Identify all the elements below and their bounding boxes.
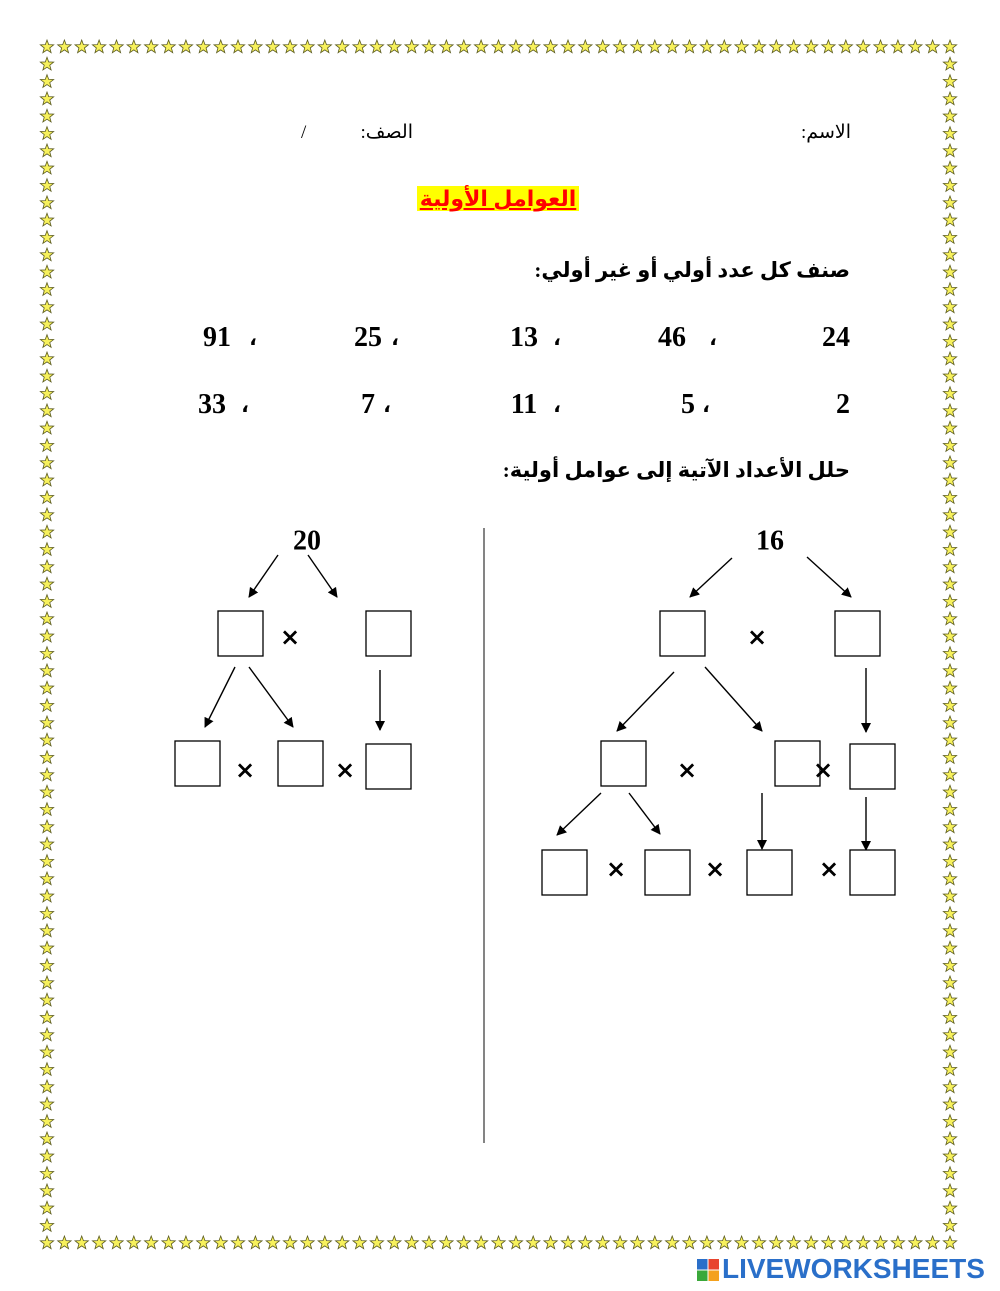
number-separator: ،: [249, 326, 257, 350]
answer-box[interactable]: [747, 850, 792, 895]
classify-number: 11: [510, 389, 538, 420]
number-separator: ،: [553, 326, 561, 350]
classify-number: 25: [354, 322, 382, 353]
tree-arrow: [629, 793, 660, 834]
tree-arrow: [249, 667, 293, 727]
worksheet-title: العوامل الأولية: [417, 186, 580, 211]
class-separator: /: [301, 122, 307, 143]
answer-box[interactable]: [850, 850, 895, 895]
name-label: الاسم:: [801, 122, 851, 143]
answer-box[interactable]: [278, 741, 323, 786]
times-symbol: ×: [334, 756, 356, 784]
tree-arrow: [205, 667, 235, 727]
times-symbol: ×: [676, 756, 698, 784]
tree-arrow: [249, 555, 278, 597]
tree-arrow: [807, 557, 851, 597]
factor-tree-20: [175, 526, 411, 790]
classify-number: 91: [203, 322, 231, 353]
times-symbol: ×: [812, 756, 834, 784]
answer-box[interactable]: [175, 741, 220, 786]
tree-root-number: 16: [756, 525, 784, 557]
classify-number: 5: [681, 389, 695, 420]
number-separator: ،: [709, 326, 717, 350]
tree-root-number: 20: [293, 525, 321, 557]
times-symbol: ×: [818, 855, 840, 883]
number-separator: ،: [383, 393, 391, 417]
answer-box[interactable]: [645, 850, 690, 895]
classify-number: 33: [198, 389, 226, 420]
liveworksheets-watermark: LIVEWORKSHEETS: [722, 1253, 985, 1284]
classify-number: 13: [510, 322, 538, 353]
classify-number: 46: [658, 322, 686, 353]
answer-box[interactable]: [835, 611, 880, 656]
times-symbol: ×: [279, 623, 301, 651]
answer-box[interactable]: [660, 611, 705, 656]
times-symbol: ×: [234, 756, 256, 784]
times-symbol: ×: [746, 623, 768, 651]
tree-arrow: [308, 555, 337, 597]
times-symbol: ×: [605, 855, 627, 883]
tree-arrow: [705, 667, 762, 731]
answer-box[interactable]: [366, 611, 411, 656]
answer-box[interactable]: [542, 850, 587, 895]
number-separator: ،: [241, 393, 249, 417]
classify-number: 7: [361, 389, 375, 420]
number-separator: ،: [702, 393, 710, 417]
answer-box[interactable]: [366, 744, 411, 789]
factor-tree-16: [542, 526, 895, 896]
classify-instruction: صنف كل عدد أولي أو غير أولي:: [534, 258, 850, 282]
tree-arrow: [690, 558, 732, 597]
liveworksheets-logo-icon: [697, 1259, 719, 1281]
class-label: الصف:: [360, 122, 413, 143]
answer-box[interactable]: [601, 741, 646, 786]
factor-instruction: حلل الأعداد الآتية إلى عوامل أولية:: [502, 458, 850, 482]
number-separator: ،: [553, 393, 561, 417]
answer-box[interactable]: [850, 744, 895, 789]
number-separator: ،: [391, 326, 399, 350]
answer-box[interactable]: [218, 611, 263, 656]
tree-arrow: [617, 672, 674, 731]
classify-number: 24: [822, 322, 850, 353]
classify-number: 2: [836, 389, 850, 420]
times-symbol: ×: [704, 855, 726, 883]
tree-arrow: [557, 793, 601, 835]
